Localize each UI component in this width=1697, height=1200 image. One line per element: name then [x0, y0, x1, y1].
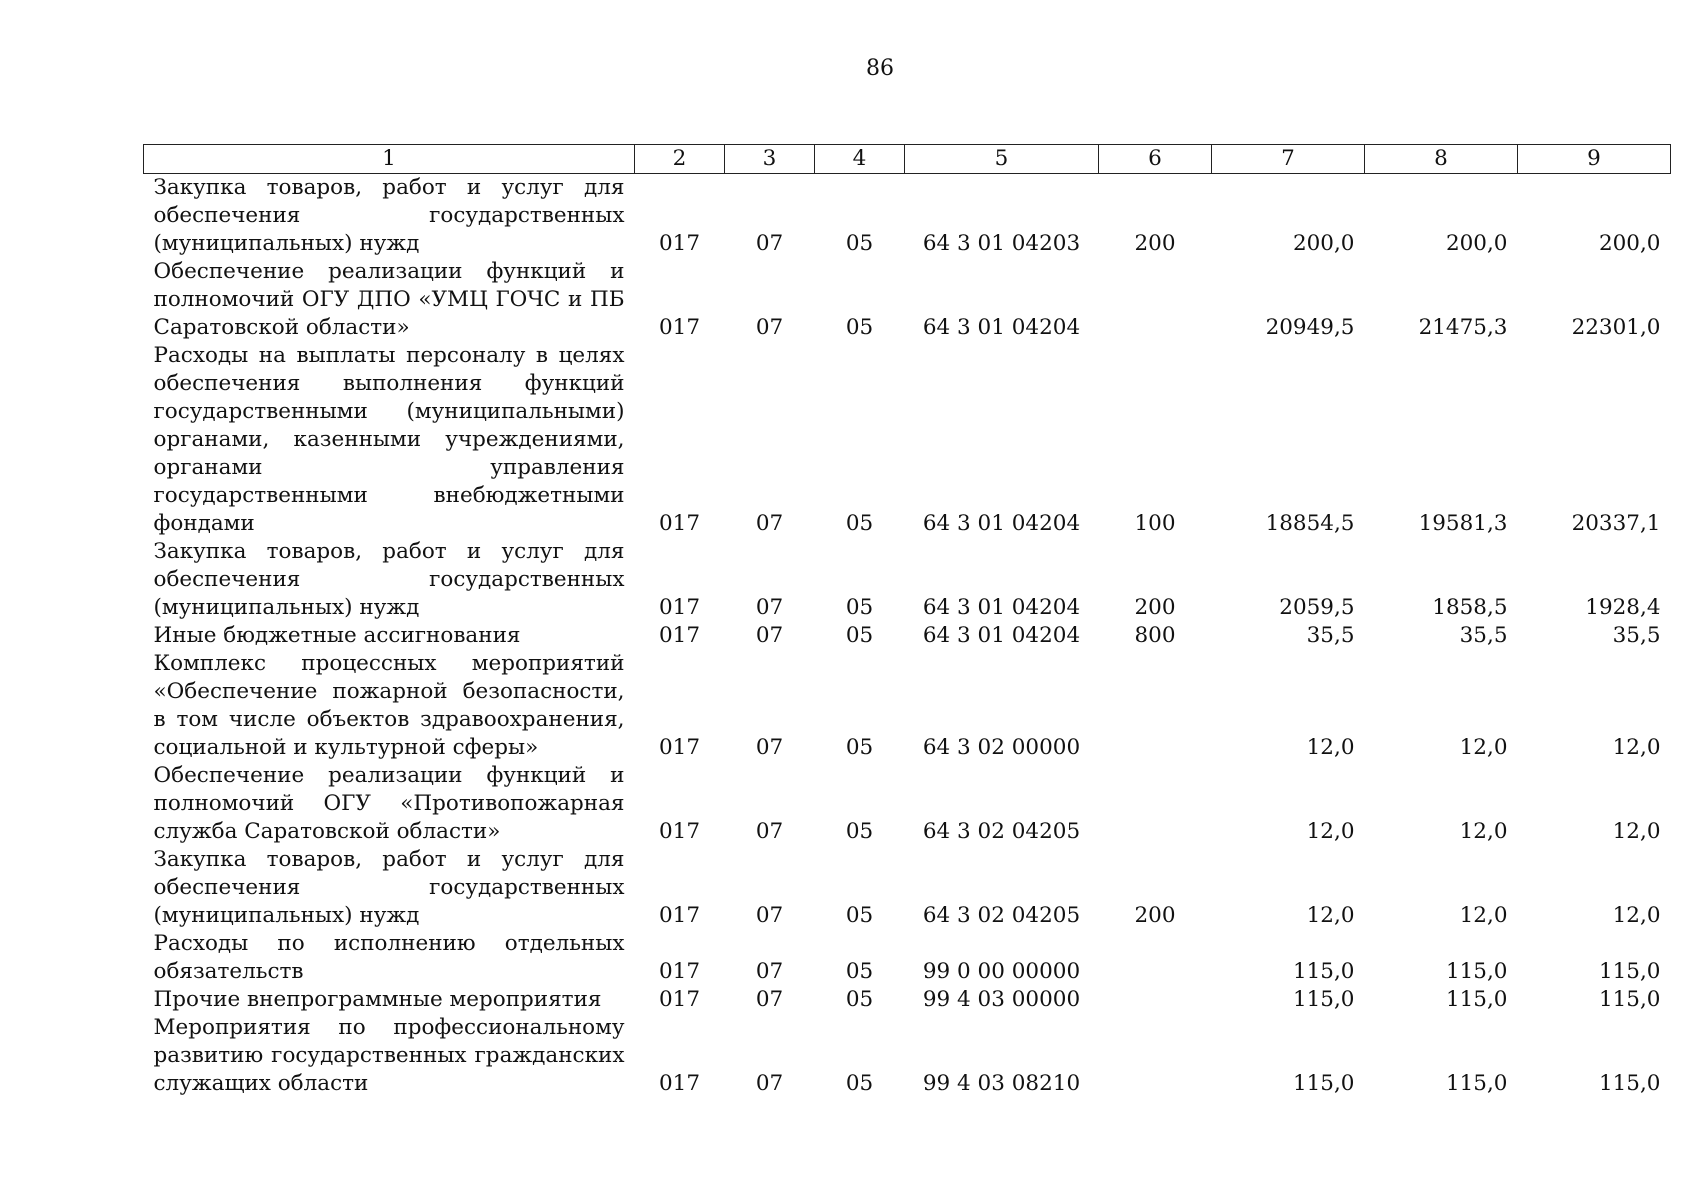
header-row — [144, 145, 1671, 174]
target-code: 64 3 02 00000 — [922, 735, 1081, 760]
table-row — [144, 538, 1671, 622]
section-code: 07 — [755, 315, 784, 340]
table-row — [144, 258, 1671, 342]
amount-year-2: 21475,3 — [1418, 315, 1508, 340]
column-header-8: 8 — [1365, 145, 1518, 174]
amount-year-3: 200,0 — [1598, 231, 1661, 256]
subsection-code: 05 — [845, 959, 874, 984]
subsection-code: 05 — [845, 903, 874, 928]
subsection-code: 05 — [845, 819, 874, 844]
section-code: 07 — [755, 1071, 784, 1096]
row-name: Обеспечение реализации функций и полномочий ОГУ «Противопожарная служба Саратовской области» — [153, 763, 625, 844]
row-name: Иные бюджетные ассигнования — [153, 623, 521, 648]
table-row — [144, 846, 1671, 930]
target-code: 99 4 03 00000 — [922, 987, 1081, 1012]
table-row — [144, 930, 1671, 986]
subsection-code: 05 — [845, 315, 874, 340]
ministry-code: 017 — [658, 231, 701, 256]
subsection-code: 05 — [845, 511, 874, 536]
row-name: Закупка товаров, работ и услуг для обеспечения государственных (муниципальных) нужд — [153, 175, 625, 256]
amount-year-3: 115,0 — [1598, 959, 1661, 984]
expense-type-code: 200 — [1134, 231, 1176, 256]
table-row — [144, 762, 1671, 846]
row-name: Расходы по исполнению отдельных обязательств — [153, 931, 625, 984]
target-code: 64 3 01 04203 — [922, 231, 1081, 256]
ministry-code: 017 — [658, 819, 701, 844]
amount-year-2: 19581,3 — [1418, 511, 1508, 536]
target-code: 64 3 01 04204 — [922, 623, 1081, 648]
subsection-code: 05 — [845, 623, 874, 648]
page-number: 86 — [866, 56, 894, 81]
section-code: 07 — [755, 623, 784, 648]
row-name: Закупка товаров, работ и услуг для обеспечения государственных (муниципальных) нужд — [153, 539, 625, 620]
expense-type-code — [1099, 258, 1212, 342]
expense-type-code — [1099, 650, 1212, 762]
column-header-4: 4 — [815, 145, 905, 174]
table-row — [144, 622, 1671, 650]
amount-year-3: 1928,4 — [1585, 595, 1661, 620]
target-code: 99 4 03 08210 — [922, 1071, 1081, 1096]
section-code: 07 — [755, 595, 784, 620]
amount-year-3: 12,0 — [1612, 735, 1661, 760]
expense-type-code — [1099, 762, 1212, 846]
amount-year-1: 115,0 — [1292, 1071, 1355, 1096]
target-code: 99 0 00 00000 — [922, 959, 1081, 984]
amount-year-1: 12,0 — [1306, 735, 1355, 760]
amount-year-3: 12,0 — [1612, 903, 1661, 928]
column-header-2: 2 — [635, 145, 725, 174]
amount-year-2: 1858,5 — [1432, 595, 1508, 620]
amount-year-3: 20337,1 — [1571, 511, 1661, 536]
row-name: Комплекс процессных мероприятий «Обеспечение пожарной безопасности, в том числе объектов здравоохранения, социальной и культурной сферы» — [153, 651, 625, 760]
amount-year-2: 12,0 — [1459, 735, 1508, 760]
section-code: 07 — [755, 231, 784, 256]
expense-type-code — [1099, 986, 1212, 1014]
section-code: 07 — [755, 903, 784, 928]
amount-year-2: 115,0 — [1445, 1071, 1508, 1096]
table-header — [144, 145, 1671, 174]
amount-year-1: 35,5 — [1306, 623, 1355, 648]
ministry-code: 017 — [658, 735, 701, 760]
amount-year-3: 115,0 — [1598, 987, 1661, 1012]
section-code: 07 — [755, 511, 784, 536]
table-row — [144, 650, 1671, 762]
subsection-code: 05 — [845, 231, 874, 256]
amount-year-3: 35,5 — [1612, 623, 1661, 648]
section-code: 07 — [755, 735, 784, 760]
ministry-code: 017 — [658, 595, 701, 620]
subsection-code: 05 — [845, 595, 874, 620]
ministry-code: 017 — [658, 959, 701, 984]
amount-year-1: 18854,5 — [1265, 511, 1355, 536]
table-row — [144, 342, 1671, 538]
ministry-code: 017 — [658, 1071, 701, 1096]
target-code: 64 3 01 04204 — [922, 511, 1081, 536]
amount-year-1: 12,0 — [1306, 903, 1355, 928]
amount-year-3: 22301,0 — [1571, 315, 1661, 340]
column-header-7: 7 — [1212, 145, 1365, 174]
ministry-code: 017 — [658, 987, 701, 1012]
amount-year-3: 12,0 — [1612, 819, 1661, 844]
expense-type-code: 200 — [1134, 903, 1176, 928]
amount-year-2: 200,0 — [1445, 231, 1508, 256]
target-code: 64 3 02 04205 — [922, 819, 1081, 844]
target-code: 64 3 01 04204 — [922, 595, 1081, 620]
subsection-code: 05 — [845, 735, 874, 760]
amount-year-1: 115,0 — [1292, 959, 1355, 984]
amount-year-1: 115,0 — [1292, 987, 1355, 1012]
column-header-5: 5 — [905, 145, 1099, 174]
amount-year-2: 115,0 — [1445, 959, 1508, 984]
table-row — [144, 174, 1671, 259]
row-name: Расходы на выплаты персоналу в целях обеспечения выполнения функций государственными (муниципальными) органами, казенными учреждениями, органами управления государственными внебюджетными фондами — [153, 343, 625, 536]
expense-type-code: 100 — [1134, 511, 1176, 536]
ministry-code: 017 — [658, 315, 701, 340]
column-header-1: 1 — [144, 145, 635, 174]
amount-year-1: 20949,5 — [1265, 315, 1355, 340]
ministry-code: 017 — [658, 903, 701, 928]
table-row — [144, 1014, 1671, 1098]
subsection-code: 05 — [845, 987, 874, 1012]
amount-year-2: 12,0 — [1459, 819, 1508, 844]
column-header-3: 3 — [725, 145, 815, 174]
expense-type-code — [1099, 930, 1212, 986]
table-row — [144, 986, 1671, 1014]
budget-table — [143, 144, 1671, 1098]
row-name: Мероприятия по профессиональному развитию государственных гражданских служащих области — [153, 1015, 625, 1096]
ministry-code: 017 — [658, 623, 701, 648]
section-code: 07 — [755, 959, 784, 984]
row-name: Закупка товаров, работ и услуг для обеспечения государственных (муниципальных) нужд — [153, 847, 625, 928]
amount-year-1: 2059,5 — [1279, 595, 1355, 620]
section-code: 07 — [755, 819, 784, 844]
section-code: 07 — [755, 987, 784, 1012]
amount-year-2: 35,5 — [1459, 623, 1508, 648]
expense-type-code — [1099, 1014, 1212, 1098]
amount-year-3: 115,0 — [1598, 1071, 1661, 1096]
expense-type-code: 800 — [1134, 623, 1176, 648]
target-code: 64 3 01 04204 — [922, 315, 1081, 340]
amount-year-2: 12,0 — [1459, 903, 1508, 928]
expense-type-code: 200 — [1134, 595, 1176, 620]
amount-year-1: 200,0 — [1292, 231, 1355, 256]
row-name: Обеспечение реализации функций и полномочий ОГУ ДПО «УМЦ ГОЧС и ПБ Саратовской области» — [153, 259, 625, 340]
column-header-9: 9 — [1518, 145, 1671, 174]
column-header-6: 6 — [1099, 145, 1212, 174]
row-name: Прочие внепрограммные мероприятия — [153, 987, 602, 1012]
target-code: 64 3 02 04205 — [922, 903, 1081, 928]
table-body — [144, 174, 1671, 1099]
amount-year-2: 115,0 — [1445, 987, 1508, 1012]
ministry-code: 017 — [658, 511, 701, 536]
subsection-code: 05 — [845, 1071, 874, 1096]
amount-year-1: 12,0 — [1306, 819, 1355, 844]
